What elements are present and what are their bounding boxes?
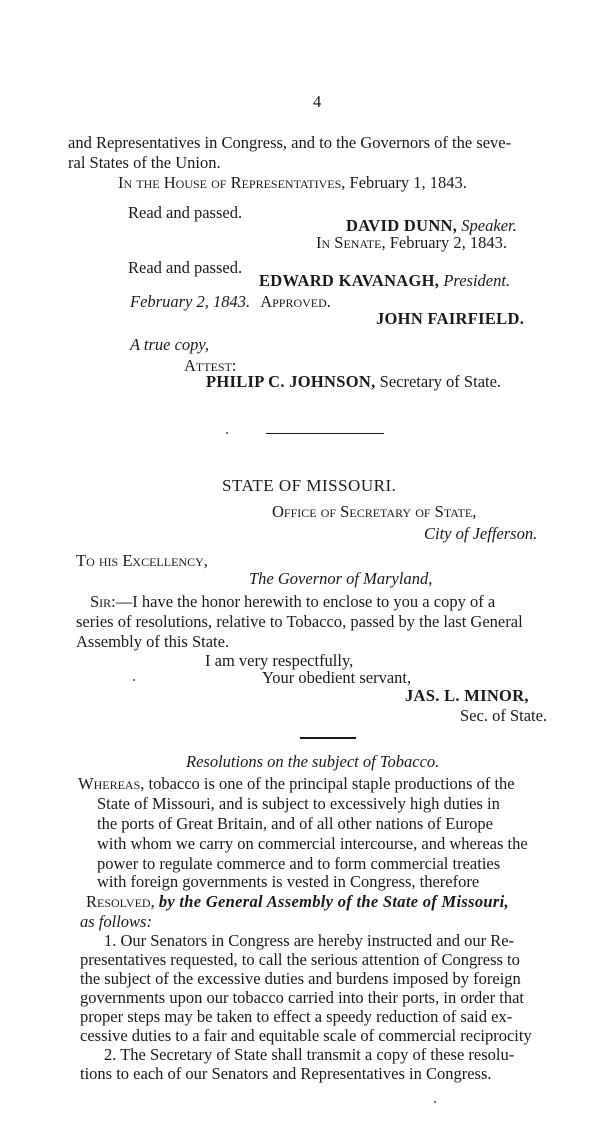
salutation-label: To his Excellency, [76,551,208,570]
section-divider-2 [300,737,356,739]
speaker-title: Speaker. [461,216,517,235]
missouri-heading: STATE OF MISSOURI. [222,476,397,495]
president-title: President. [443,271,511,290]
attest-label: Attest: [184,356,237,375]
senate-attestation [316,233,507,253]
whereas-line-6: with foreign governments is vested in Congress, therefore [97,872,480,891]
president-name: EDWARD KAVANAGH, [259,271,440,290]
house-date: February 1, 1843. [349,173,467,192]
ink-speck-3 [434,1101,436,1103]
page-number: 4 [313,92,322,111]
intro-line-1: and Representatives in Congress, and to the Governors of the seve- [68,133,512,152]
item1-line-3: the subject of the excessive duties and burdens imposed by foreign [80,969,521,988]
whereas-line-2: State of Missouri, and is subject to excessively high duties in [97,794,500,813]
attest-name: PHILIP C. JOHNSON, [206,372,376,391]
item2-line-2: tions to each of our Senators and Representatives in Congress. [80,1064,492,1083]
senate-date: February 2, 1843. [389,233,508,252]
intro-line-2: ral States of the Union. [68,153,221,172]
item1-line-5: proper steps may be taken to effect a speedy reduction of said ex- [80,1007,513,1026]
signer-name: JAS. L. MINOR, [405,686,529,705]
item2-line-1: 2. The Secretary of State shall transmit a copy of these resolu- [104,1045,515,1064]
house-attestation [118,173,467,193]
office-line: Office of Secretary of State, [272,502,477,521]
city-line: City of Jefferson. [424,524,538,543]
signer-title: Sec. of State. [460,706,548,725]
resolutions-heading: Resolutions on the subject of Tobacco. [186,752,440,771]
ink-speck [226,432,228,434]
approved-label: Approved. [260,292,331,311]
as-follows: as follows: [80,912,152,931]
resolved-label: Resolved, [86,892,155,911]
section-divider [266,433,384,434]
whereas-line-1 [78,774,515,794]
house-label: In the House of Representatives, [118,173,346,192]
letter-body-line-2: series of resolutions, relative to Tobacco, passed by the last General [76,612,523,631]
attest-signature [206,372,501,392]
read-passed-2: Read and passed. [128,258,243,277]
speaker-name: DAVID DUNN, [346,216,458,235]
item1-line-6: cessive duties to a fair and equitable scale of commercial reciprocity [80,1026,532,1045]
whereas-line-3: the ports of Great Britain, and of all other nations of Europe [97,814,493,833]
letter-body-line-1 [90,592,495,612]
whereas-label: Whereas, [78,774,145,793]
approval-line [130,292,331,312]
ink-speck-2 [133,679,135,681]
letter-body-line-3: Assembly of this State. [76,632,230,651]
read-passed-1: Read and passed. [128,203,243,222]
closing-line-1: I am very respectfully, [205,651,354,670]
attest-title: Secretary of State. [379,372,502,391]
resolved-line [86,892,509,912]
item1-line-2: presentatives requested, to call the serious attention of Congress to [80,950,520,969]
approved-date: February 2, 1843. [130,292,251,311]
item1-line-1: 1. Our Senators in Congress are hereby instructed and our Re- [104,931,515,950]
sir-label: Sir: [90,592,116,611]
whereas-text-1: tobacco is one of the principal staple productions of the [148,774,515,793]
closing-line-2: Your obedient servant, [262,668,412,687]
true-copy: A true copy, [130,335,209,354]
governor-signature: JOHN FAIRFIELD. [376,309,525,328]
president-signature [259,271,510,291]
whereas-line-4: with whom we carry on commercial intercourse, and whereas the [97,834,528,853]
senate-label: In Senate, [316,233,386,252]
item1-line-4: governments upon our tobacco carried into their ports, in order that [80,988,524,1007]
addressee: The Governor of Maryland, [249,569,433,588]
whereas-line-5: power to regulate commerce and to form commercial treaties [97,854,501,873]
letter-body-text-1: —I have the honor herewith to enclose to you a copy of a [115,592,496,611]
resolved-text: by the General Assembly of the State of Missouri, [158,892,509,911]
